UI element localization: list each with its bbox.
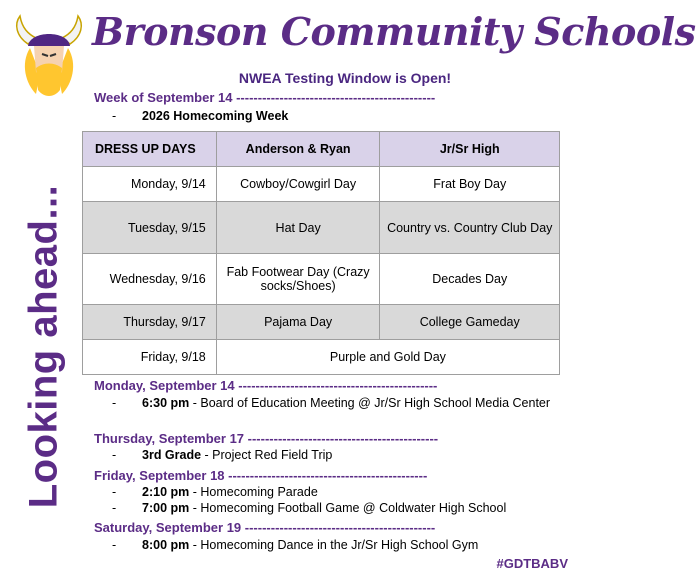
- bullet-dash: -: [112, 448, 117, 462]
- saturday-heading: Saturday, September 19 --------------------------------------------: [94, 520, 436, 535]
- combined-cell: Purple and Gold Day: [216, 340, 559, 375]
- looking-ahead-banner: [20, 148, 68, 544]
- table-header-dress-up-days: DRESS UP DAYS: [83, 132, 217, 167]
- event-description: - Project Red Field Trip: [201, 448, 333, 462]
- event-description: - Homecoming Dance in the Jr/Sr High School Gym: [189, 538, 479, 552]
- event-description: - Board of Education Meeting @ Jr/Sr High School Media Center: [189, 396, 551, 410]
- looking-ahead-text: Looking ahead...: [21, 184, 66, 508]
- dress-up-days-table: [82, 131, 560, 375]
- day-cell: Wednesday, 9/16: [83, 254, 217, 305]
- table-row: [83, 305, 560, 340]
- table-row: [83, 167, 560, 202]
- homecoming-week-label: 2026 Homecoming Week: [142, 109, 289, 123]
- table-header-row: [83, 132, 560, 167]
- jr-sr-high-cell: Country vs. Country Club Day: [380, 202, 560, 254]
- bullet-dash: -: [112, 538, 117, 552]
- event-description: - Homecoming Parade: [189, 485, 318, 499]
- testing-window-notice: NWEA Testing Window is Open!: [238, 70, 452, 86]
- thursday-heading: Thursday, September 17 --------------------------------------------: [94, 431, 439, 446]
- list-item: [112, 396, 562, 426]
- day-cell: Thursday, 9/17: [83, 305, 217, 340]
- day-cell: Tuesday, 9/15: [83, 202, 217, 254]
- table-row: [83, 340, 560, 375]
- jr-sr-high-cell: Frat Boy Day: [380, 167, 560, 202]
- event-time: 2:10 pm: [142, 485, 190, 499]
- jr-sr-high-cell: College Gameday: [380, 305, 560, 340]
- table-header-jr-sr-high: Jr/Sr High: [380, 132, 560, 167]
- event-description: - Homecoming Football Game @ Coldwater High School: [189, 501, 507, 515]
- bullet-dash: -: [112, 485, 117, 499]
- friday-heading: Friday, September 18 ----------------------------------------------: [94, 468, 428, 483]
- monday-heading: Monday, September 14 ----------------------------------------------: [94, 378, 438, 393]
- table-row: [83, 254, 560, 305]
- event-time: 6:30 pm: [142, 396, 190, 410]
- anderson-ryan-cell: Hat Day: [216, 202, 380, 254]
- anderson-ryan-cell: Fab Footwear Day (Crazy socks/Shoes): [216, 254, 380, 305]
- event-time: 7:00 pm: [142, 501, 190, 515]
- anderson-ryan-cell: Pajama Day: [216, 305, 380, 340]
- day-cell: Monday, 9/14: [83, 167, 217, 202]
- table-header-anderson-ryan: Anderson & Ryan: [216, 132, 380, 167]
- event-time: 3rd Grade: [142, 448, 202, 462]
- event-time: 8:00 pm: [142, 538, 190, 552]
- bullet-dash: -: [112, 109, 117, 123]
- week-header: Week of September 14 ----------------------------------------------: [94, 90, 436, 105]
- bullet-dash: -: [112, 501, 117, 515]
- school-name: Bronson Community Schools: [92, 9, 696, 54]
- hashtag: #GDTBABV: [496, 556, 568, 571]
- day-cell: Friday, 9/18: [83, 340, 217, 375]
- jr-sr-high-cell: Decades Day: [380, 254, 560, 305]
- table-row: [83, 202, 560, 254]
- viking-logo-icon: [14, 14, 84, 98]
- bullet-dash: -: [112, 396, 117, 410]
- anderson-ryan-cell: Cowboy/Cowgirl Day: [216, 167, 380, 202]
